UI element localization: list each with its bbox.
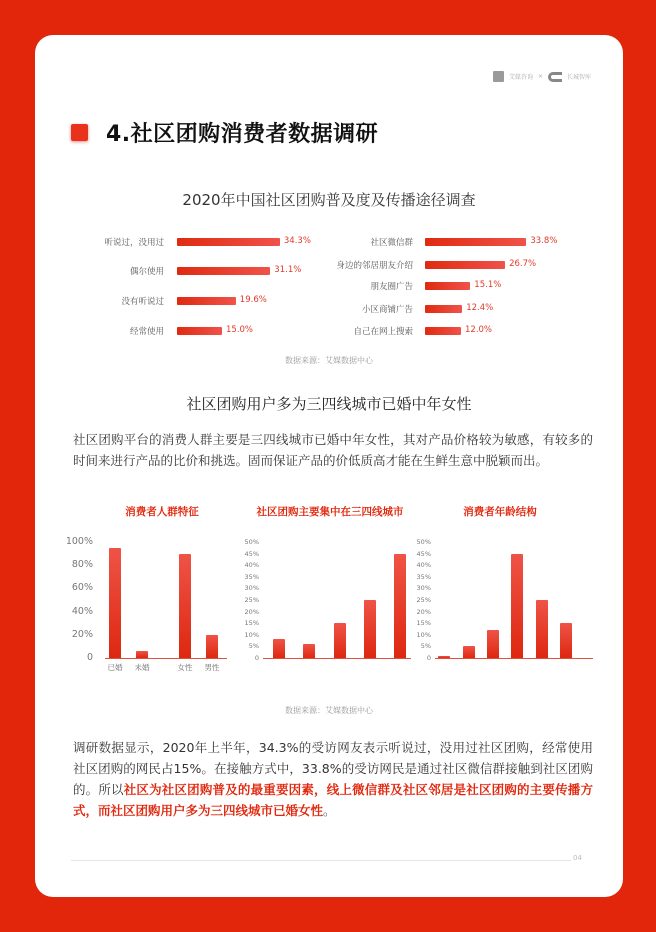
chart-city-tier-title: 社区团购主要集中在三四线城市 bbox=[256, 506, 404, 518]
bar bbox=[177, 327, 222, 335]
bar-label: 没有听说过 bbox=[121, 297, 164, 307]
x-label: 已婚 bbox=[107, 663, 123, 672]
chart-age-title: 消费者年龄结构 bbox=[463, 506, 537, 518]
x-label: 男性 bbox=[204, 663, 220, 672]
page-card bbox=[35, 35, 623, 897]
y-tick: 45% bbox=[244, 549, 259, 558]
y-tick: 20% bbox=[416, 607, 431, 616]
y-tick: 40% bbox=[416, 561, 431, 570]
bar-value: 33.8% bbox=[530, 236, 558, 246]
x-axis bbox=[263, 658, 411, 659]
conclusion-text: 调研数据显示，2020年上半年，34.3%的受访网友表示听说过，没用过社区团购，经常使用社区团购的网民占15%。在接触方式中，33.8%的受访网民是通过社区微信群接触到社区团购的。所以 bbox=[73, 740, 593, 797]
y-tick: 100% bbox=[65, 536, 93, 547]
y-tick: 45% bbox=[416, 549, 431, 558]
bar-label: 听说过，没用过 bbox=[104, 238, 164, 248]
bar bbox=[136, 651, 148, 658]
bar bbox=[425, 305, 462, 313]
bar bbox=[179, 554, 191, 658]
section2-title: 社区团购用户多为三四线城市已婚中年女性 bbox=[186, 395, 472, 413]
y-tick: 25% bbox=[416, 596, 431, 604]
bar bbox=[334, 623, 346, 658]
page-title-row bbox=[71, 117, 378, 148]
bar bbox=[511, 554, 523, 658]
footer-divider bbox=[71, 860, 571, 861]
y-tick: 20% bbox=[244, 607, 259, 616]
bar-value: 15.1% bbox=[474, 280, 502, 290]
y-tick: 25% bbox=[244, 596, 259, 604]
title-square-icon bbox=[71, 124, 88, 141]
y-tick: 30% bbox=[244, 584, 259, 593]
bar bbox=[560, 623, 572, 658]
bar-label: 经常使用 bbox=[129, 327, 164, 337]
y-tick: 40% bbox=[71, 605, 93, 617]
logo-separator: × bbox=[537, 73, 543, 80]
page-number: 04 bbox=[573, 854, 582, 862]
y-tick: 10% bbox=[416, 630, 431, 639]
y-tick: 15% bbox=[416, 619, 431, 628]
x-label: 未婚 bbox=[134, 663, 150, 672]
bar bbox=[425, 238, 526, 246]
bar-label: 自己在网上搜索 bbox=[353, 327, 413, 337]
section1-title: 2020年中国社区团购普及度及传播途径调查 bbox=[182, 191, 476, 209]
y-tick: 0 bbox=[426, 654, 431, 662]
y-tick: 60% bbox=[71, 582, 93, 594]
y-tick: 0 bbox=[86, 652, 93, 663]
bar bbox=[463, 646, 475, 658]
y-tick: 20% bbox=[71, 628, 93, 640]
bar-label: 社区微信群 bbox=[370, 238, 413, 248]
bar bbox=[536, 600, 548, 658]
conclusion-end: 。 bbox=[323, 803, 336, 818]
y-tick: 50% bbox=[416, 538, 431, 546]
page-title: 4.社区团购消费者数据调研 bbox=[106, 122, 379, 147]
bar bbox=[206, 635, 218, 658]
bar bbox=[487, 630, 499, 658]
bar-label: 偶尔使用 bbox=[129, 267, 164, 277]
bar bbox=[273, 639, 285, 658]
bar-value: 12.0% bbox=[465, 325, 493, 335]
y-tick: 15% bbox=[244, 619, 259, 628]
bar bbox=[394, 554, 406, 658]
changcheng-logo-icon bbox=[548, 72, 562, 82]
y-tick: 80% bbox=[71, 559, 93, 571]
bar-value: 26.7% bbox=[509, 259, 537, 269]
y-tick: 40% bbox=[244, 561, 259, 570]
bar bbox=[177, 297, 236, 305]
logo-right-text: 长城智库 bbox=[566, 74, 591, 81]
bar-label: 小区商铺广告 bbox=[361, 305, 413, 315]
chart-consumer-traits-title: 消费者人群特征 bbox=[125, 506, 199, 518]
bar-value: 19.6% bbox=[239, 295, 267, 305]
bar bbox=[177, 267, 270, 275]
x-axis bbox=[435, 658, 593, 659]
y-tick: 5% bbox=[248, 642, 259, 651]
bar bbox=[425, 261, 505, 269]
y-tick: 35% bbox=[244, 572, 259, 581]
bar-value: 31.1% bbox=[274, 265, 302, 275]
y-tick: 30% bbox=[416, 584, 431, 593]
bar-label: 朋友圈广告 bbox=[370, 282, 413, 292]
y-tick: 50% bbox=[244, 538, 259, 546]
bar bbox=[425, 327, 461, 335]
section1-source: 数据来源：艾媒数据中心 bbox=[285, 356, 373, 365]
logo-left-text: 艾媒咨询 bbox=[508, 74, 533, 81]
bar-value: 15.0% bbox=[226, 325, 254, 335]
y-tick: 0 bbox=[254, 654, 259, 662]
bar-value: 34.3% bbox=[283, 236, 311, 246]
y-tick: 10% bbox=[244, 630, 259, 639]
section2-paragraph: 社区团购平台的消费人群主要是三四线城市已婚中年女性，其对产品价格较为敏感，有较多的时间来进行产品的比价和挑选。固而保证产品的价低质高才能在生鲜生意中脱颖而出。 bbox=[73, 432, 593, 468]
bar bbox=[177, 238, 280, 246]
bar-label: 身边的邻居朋友介绍 bbox=[336, 261, 413, 271]
x-label: 女性 bbox=[177, 663, 193, 672]
header-logos bbox=[493, 71, 591, 82]
bar bbox=[425, 282, 470, 290]
y-tick: 35% bbox=[416, 572, 431, 581]
bar bbox=[438, 656, 450, 658]
conclusion-paragraph bbox=[73, 737, 593, 821]
section2-source: 数据来源：艾媒数据中心 bbox=[285, 706, 373, 715]
bar bbox=[364, 600, 376, 658]
bar-value: 12.4% bbox=[466, 303, 494, 313]
iimedia-logo-icon bbox=[493, 71, 504, 82]
y-tick: 5% bbox=[420, 642, 431, 651]
x-axis bbox=[105, 658, 227, 659]
bar bbox=[303, 644, 315, 658]
bar bbox=[109, 548, 121, 658]
conclusion-highlight: 社区为社区团购普及的最重要因素，线上微信群及社区邻居是社区团购的主要传播方式，而社区团购用户多为三四线城市已婚女性 bbox=[73, 782, 593, 818]
